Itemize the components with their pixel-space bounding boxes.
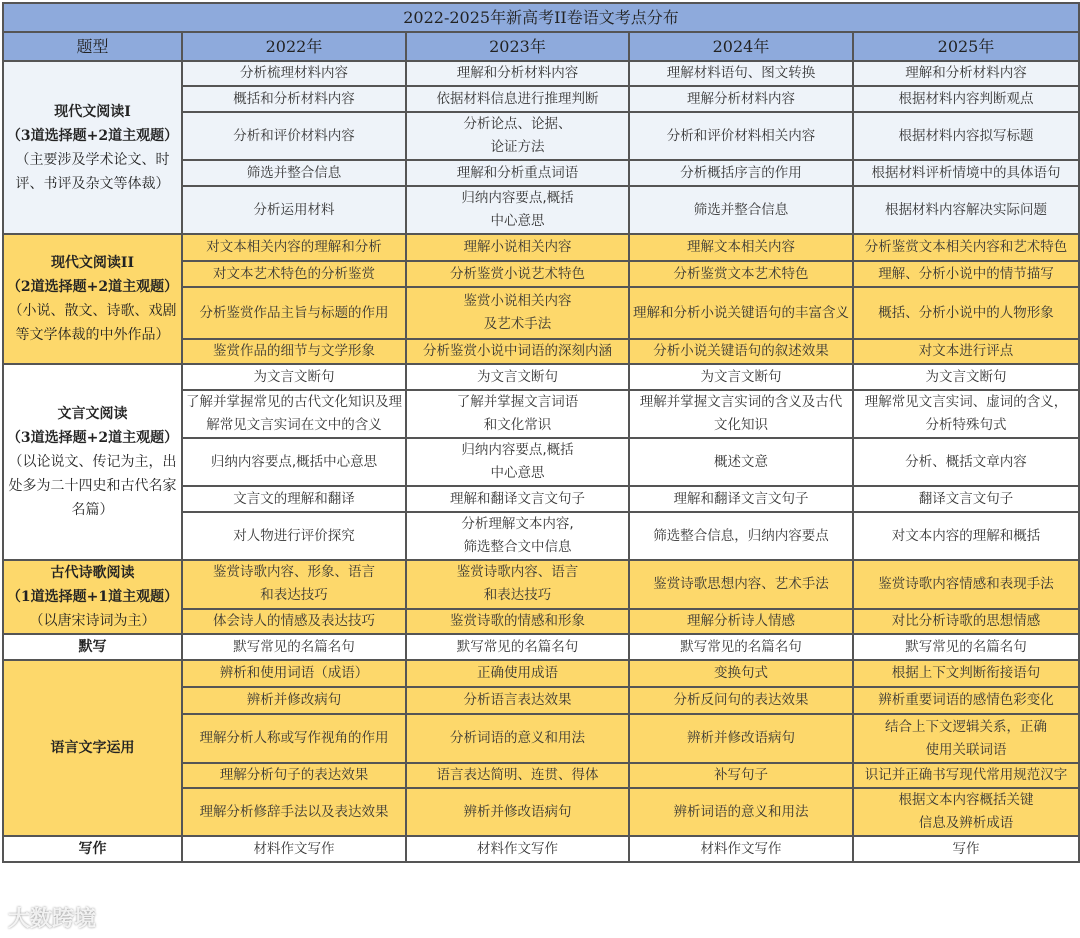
table-row [3,61,1079,86]
table-cell: 归纳内容要点,概括中心意思 [182,438,406,486]
table-cell: 了解并掌握常见的古代文化知识及理解常见文言实词在文中的含义 [182,390,406,438]
table-cell: 概述文意 [629,438,853,486]
section-subtitle: （3道选择题+2道主观题） [6,127,179,144]
table-row [3,634,1079,660]
table-cell: 鉴赏小说相关内容 及艺术手法 [406,287,629,339]
table-cell: 根据材料内容判断观点 [853,86,1079,112]
table-cell: 翻译文言文句子 [853,486,1079,512]
table-cell: 理解、分析小说中的情节描写 [853,261,1079,287]
table-row [3,560,1079,609]
table-cell: 分析小说关键语句的叙述效果 [629,339,853,364]
table-cell: 为文言文断句 [629,364,853,390]
table-cell: 鉴赏诗歌思想内容、艺术手法 [629,560,853,609]
table-cell: 鉴赏诗歌的情感和形象 [406,609,629,634]
section-note: （主要涉及学术论文、时评、书评及杂文等体裁） [15,151,170,192]
table-cell: 为文言文断句 [182,364,406,390]
table-cell: 分析鉴赏小说艺术特色 [406,261,629,287]
section-subtitle: （3道选择题+2道主观题） [6,430,179,446]
section-title: 默写 [78,639,107,655]
table-cell: 对文本相关内容的理解和分析 [182,234,406,261]
table-cell: 理解和翻译文言文句子 [406,486,629,512]
header-2022: 2022年 [182,32,406,61]
table-title: 2022-2025年新高考II卷语文考点分布 [3,3,1079,32]
table-cell: 体会诗人的情感及表达技巧 [182,609,406,634]
table-cell: 分析鉴赏作品主旨与标题的作用 [182,287,406,339]
table-cell: 概括、分析小说中的人物形象 [853,287,1079,339]
table-cell: 分析鉴赏小说中词语的深刻内涵 [406,339,629,364]
table-cell: 写作 [853,836,1079,862]
table-cell: 对人物进行评价探究 [182,512,406,560]
table-cell: 归纳内容要点,概括 中心意思 [406,438,629,486]
table-cell: 筛选整合信息，归纳内容要点 [629,512,853,560]
table-cell: 理解和分析材料内容 [853,61,1079,86]
table-cell: 材料作文写作 [629,836,853,862]
table-cell: 辨析并修改病句 [182,687,406,714]
table-cell: 理解和分析重点词语 [406,160,629,186]
section-title: 写作 [78,841,107,857]
table-cell: 辨析词语的意义和用法 [629,788,853,836]
table-cell: 理解分析材料内容 [629,86,853,112]
table-cell: 鉴赏诗歌内容、形象、语言 和表达技巧 [182,560,406,609]
table-cell: 分析鉴赏文本艺术特色 [629,261,853,287]
header-2025: 2025年 [853,32,1079,61]
section-title: 现代文阅读I [54,103,131,120]
table-cell: 理解分析句子的表达效果 [182,763,406,788]
table-cell: 鉴赏诗歌内容情感和表现手法 [853,560,1079,609]
table-cell: 分析梳理材料内容 [182,61,406,86]
section-label [3,364,182,560]
table-cell: 理解分析诗人情感 [629,609,853,634]
table-cell: 为文言文断句 [406,364,629,390]
table-cell: 分析运用材料 [182,186,406,234]
table-cell: 理解小说相关内容 [406,234,629,261]
section-label [3,61,182,234]
table-cell: 理解和翻译文言文句子 [629,486,853,512]
table-cell: 鉴赏诗歌内容、语言 和表达技巧 [406,560,629,609]
table-cell: 筛选并整合信息 [629,186,853,234]
table-cell: 分析语言表达效果 [406,687,629,714]
exam-points-table [2,2,1080,863]
table-cell: 理解和分析小说关键语句的丰富含义 [629,287,853,339]
section-title: 现代文阅读II [50,255,135,271]
section-title: 文言文阅读 [57,406,128,422]
table-cell: 根据材料内容拟写标题 [853,112,1079,160]
table-cell: 理解常见文言实词、虚词的含义， 分析特殊句式 [853,390,1079,438]
table-cell: 识记并正确书写现代常用规范汉字 [853,763,1079,788]
section-label [3,836,182,862]
table-cell: 分析、概括文章内容 [853,438,1079,486]
table-cell: 分析理解文本内容, 筛选整合文中信息 [406,512,629,560]
table-cell: 鉴赏作品的细节与文学形象 [182,339,406,364]
table-cell: 材料作文写作 [406,836,629,862]
header-2023: 2023年 [406,32,629,61]
section-title: 语言文字运用 [50,740,135,756]
table-cell: 概括和分析材料内容 [182,86,406,112]
table-cell: 语言表达简明、连贯、得体 [406,763,629,788]
table-cell: 对文本内容的理解和概括 [853,512,1079,560]
table-cell: 分析和评价材料相关内容 [629,112,853,160]
section-subtitle: （2道选择题+2道主观题） [6,279,179,295]
table-cell: 辨析和使用词语（成语） [182,660,406,687]
section-label [3,560,182,634]
section-label [3,234,182,364]
table-cell: 对文本艺术特色的分析鉴赏 [182,261,406,287]
table-cell: 理解和分析材料内容 [406,61,629,86]
table-cell: 理解并掌握文言实词的含义及古代 文化知识 [629,390,853,438]
table-cell: 辨析重要词语的感情色彩变化 [853,687,1079,714]
section-note: （小说、散文、诗歌、戏剧等文学体裁的中外作品） [8,303,177,343]
section-label [3,660,182,836]
table-cell: 归纳内容要点,概括 中心意思 [406,186,629,234]
table-cell: 变换句式 [629,660,853,687]
table-cell: 材料作文写作 [182,836,406,862]
table-cell: 默写常见的名篇名句 [406,634,629,660]
section-note: （以唐宋诗词为主） [29,613,156,629]
table-cell: 辨析并修改语病句 [406,788,629,836]
section-subtitle: （1道选择题+1道主观题） [6,589,179,605]
table-cell: 依据材料信息进行推理判断 [406,86,629,112]
table-cell: 根据材料内容解决实际问题 [853,186,1079,234]
table-cell: 正确使用成语 [406,660,629,687]
table-cell: 分析词语的意义和用法 [406,714,629,763]
section-note: （以论说文、传记为主，出处多为二十四史和古代名家名篇） [8,454,177,518]
table-cell: 分析鉴赏文本相关内容和艺术特色 [853,234,1079,261]
table-cell: 根据上下文判断衔接语句 [853,660,1079,687]
table-cell: 辨析并修改语病句 [629,714,853,763]
table-row [3,234,1079,261]
table-cell: 理解文本相关内容 [629,234,853,261]
table-row [3,660,1079,687]
table-cell: 了解并掌握文言词语 和文化常识 [406,390,629,438]
header-2024: 2024年 [629,32,853,61]
table-cell: 对比分析诗歌的思想情感 [853,609,1079,634]
table-cell: 根据材料评析情境中的具体语句 [853,160,1079,186]
table-cell: 理解分析修辞手法以及表达效果 [182,788,406,836]
table-cell: 默写常见的名篇名句 [853,634,1079,660]
table-cell: 筛选并整合信息 [182,160,406,186]
table-cell: 补写句子 [629,763,853,788]
table-cell: 理解分析人称或写作视角的作用 [182,714,406,763]
table-title-row [3,3,1079,32]
watermark-logo: 大数跨境 [8,907,97,932]
header-type: 题型 [3,32,182,61]
table-cell: 默写常见的名篇名句 [629,634,853,660]
section-title: 古代诗歌阅读 [50,565,135,581]
table-cell: 默写常见的名篇名句 [182,634,406,660]
table-cell: 对文本进行评点 [853,339,1079,364]
table-cell: 分析论点、论据、 论证方法 [406,112,629,160]
table-cell: 结合上下文逻辑关系，正确 使用关联词语 [853,714,1079,763]
header-row [3,32,1079,61]
table-cell: 根据文本内容概括关键 信息及辨析成语 [853,788,1079,836]
table-cell: 理解材料语句、图文转换 [629,61,853,86]
table-cell: 分析概括序言的作用 [629,160,853,186]
table-row [3,364,1079,390]
table-row [3,836,1079,862]
table-cell: 分析反问句的表达效果 [629,687,853,714]
table-cell: 分析和评价材料内容 [182,112,406,160]
table-cell: 为文言文断句 [853,364,1079,390]
section-label [3,634,182,660]
table-cell: 文言文的理解和翻译 [182,486,406,512]
